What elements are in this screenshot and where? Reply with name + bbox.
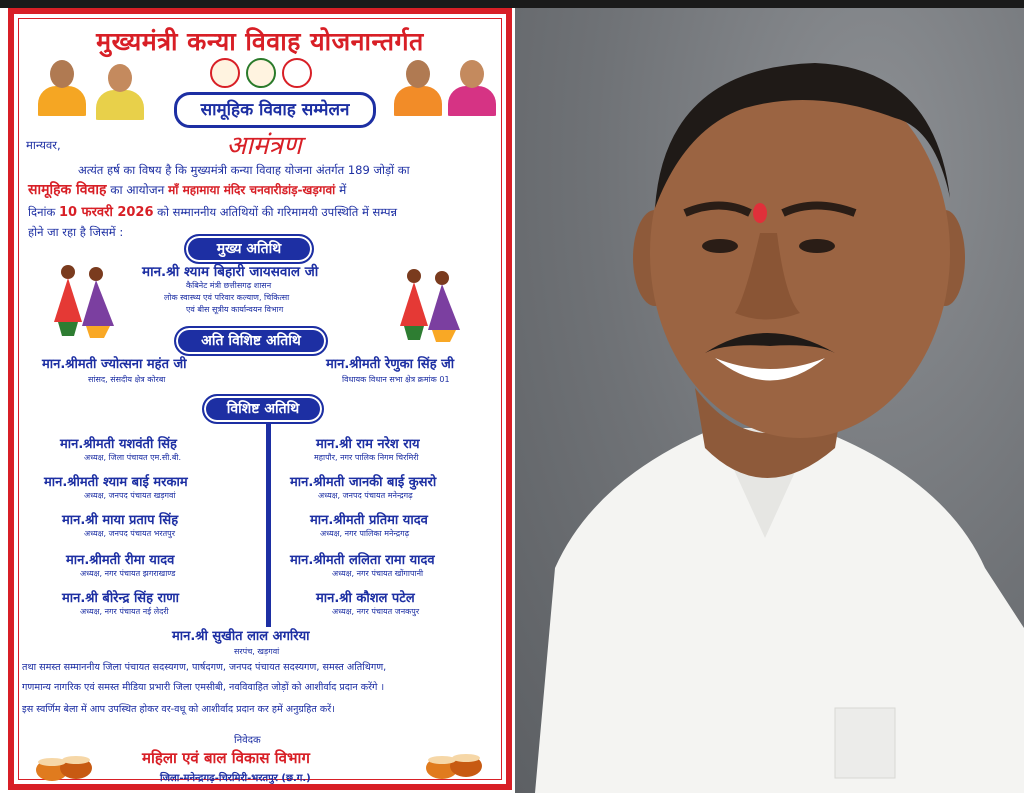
- portrait-guest-man: [392, 54, 444, 116]
- intro-line-2-d: में: [339, 183, 347, 197]
- portrait-chief-minister: [36, 54, 88, 116]
- intro-line-3-c: को सम्माननीय अतिथियों की गरिमामयी उपस्थिति में सम्पन्न: [157, 205, 398, 219]
- footer-department: महिला एवं बाल विकास विभाग: [142, 749, 310, 767]
- invitation-poster: [8, 8, 512, 790]
- chief-guest-heading: मुख्य अतिथि: [184, 234, 314, 264]
- drum-left-icon: [32, 750, 96, 784]
- guest-left-2-role: अध्यक्ष, जनपद पंचायत खड़गवां: [84, 491, 176, 500]
- salutation: मान्यवर,: [26, 138, 61, 152]
- special-guest-right-name: मान.श्रीमती रेणुका सिंह जी: [326, 357, 455, 372]
- portrait-minister-woman: [94, 58, 146, 120]
- guest-right-2-name: मान.श्रीमती जानकी बाई कुसरो: [290, 475, 437, 490]
- tribal-dancers-left-icon: [44, 260, 122, 340]
- guest-left-5-name: मान.श्री बीरेन्द्र सिंह राणा: [62, 591, 179, 606]
- event-title-badge: सामूहिक विवाह सम्मेलन: [174, 92, 376, 128]
- special-guest-left-name: मान.श्रीमती ज्योत्सना महंत जी: [42, 357, 187, 372]
- special-guest-heading: अति विशिष्ट अतिथि: [174, 326, 328, 356]
- guest-right-5-role: अध्यक्ष, नगर पंचायत जनकपुर: [332, 607, 420, 616]
- chief-guest-role-3: एवं बीस सूत्रीय कार्यान्वयन विभाग: [186, 305, 284, 314]
- guest-left-3-name: मान.श्री माया प्रताप सिंह: [62, 513, 179, 528]
- guest-right-3-role: अध्यक्ष, नगर पालिका मनेन्द्रगढ़: [320, 529, 410, 538]
- mass-wedding-text: सामूहिक विवाह: [28, 182, 107, 198]
- guest-right-1-name: मान.श्री राम नरेश राय: [316, 437, 420, 452]
- poster-title: मुख्यमंत्री कन्या विवाह योजनान्तर्गत: [96, 27, 424, 56]
- guest-left-1-role: अध्यक्ष, जिला पंचायत एम.सी.बी.: [84, 453, 182, 462]
- special-guest-right-role: विधायक विधान सभा क्षेत्र क्रमांक 01: [342, 375, 450, 384]
- department-logo-icon: [282, 58, 312, 88]
- guest-right-1-role: महापौर, नगर पालिक निगम चिरमिरी: [314, 453, 419, 462]
- top-strip: [0, 0, 1024, 8]
- guest-left-3-role: अध्यक्ष, जनपद पंचायत भरतपुर: [84, 529, 176, 538]
- closing-line-1: तथा समस्त सम्माननीय जिला पंचायत सदस्यगण, पार्षदगण, जनपद पंचायत सदस्यगण, समस्त अतिथिगण,: [22, 662, 387, 673]
- guest-left-5-role: अध्यक्ष, नगर पंचायत नई लेदरी: [80, 607, 169, 616]
- guest-right-4-name: मान.श्रीमती ललिता रामा यादव: [290, 553, 435, 568]
- guest-left-4-name: मान.श्रीमती रीमा यादव: [66, 553, 175, 568]
- chief-guest-name: मान.श्री श्याम बिहारी जायसवाल जी: [142, 264, 319, 280]
- guest-right-3-name: मान.श्रीमती प्रतिमा यादव: [310, 513, 428, 528]
- guest-right-5-name: मान.श्री कौशल पटेल: [316, 591, 415, 606]
- tribal-dancers-right-icon: [390, 264, 468, 344]
- distinguished-guest-heading: विशिष्ट अतिथि: [202, 394, 324, 424]
- intro-line-3: [28, 202, 498, 223]
- special-guest-left-role: सांसद, संसदीय क्षेत्र कोरबा: [88, 375, 166, 384]
- closing-line-3: इस स्वर्णिम बेला में आप उपस्थित होकर वर-वधू को आशीर्वाद प्रदान कर हमें अनुग्रहित करें।: [22, 704, 335, 715]
- chief-guest-role-2: लोक स्वास्थ्य एवं परिवार कल्याण, चिकित्सा: [164, 293, 290, 302]
- intro-line-1: अत्यंत हर्ष का विषय है कि मुख्यमंत्री कन्या विवाह योजना अंतर्गत 189 जोड़ों का: [78, 163, 410, 177]
- guest-left-1-name: मान.श्रीमती यशवंती सिंह: [60, 437, 177, 452]
- event-date: 10 फरवरी 2026: [58, 205, 154, 220]
- emblem-icon: [210, 58, 240, 88]
- guest-center-role: सरपंच, खड़गवां: [234, 647, 280, 656]
- date-label: दिनांक: [28, 205, 56, 219]
- intro-line-4: होने जा रहा है जिसमें :: [28, 225, 124, 239]
- venue-text: माँ महामाया मंदिर चनवारीडांड़-खड़गवां: [168, 183, 336, 197]
- footer-by: निवेदक: [234, 735, 261, 746]
- man-portrait-illustration: [515, 8, 1024, 793]
- state-logo-icon: [246, 58, 276, 88]
- drum-right-icon: [422, 748, 486, 782]
- intro-line-2-b: का आयोजन: [110, 183, 165, 197]
- closing-line-2: गणमान्य नागरिक एवं समस्त मीडिया प्रभारी जिला एमसीबी, नवविवाहित जोड़ों को आशीर्वाद प्रदान करेंगे ।: [22, 682, 385, 693]
- portrait-guest-woman: [446, 54, 498, 116]
- intro-line-2: [28, 180, 498, 200]
- guest-right-2-role: अध्यक्ष, जनपद पंचायत मनेन्द्रगढ़: [318, 491, 413, 500]
- guest-center-name: मान.श्री सुखीत लाल अगरिया: [172, 629, 310, 644]
- invitation-heading: आमंत्रण: [226, 131, 302, 161]
- guest-left-4-role: अध्यक्ष, नगर पंचायत झगराखाण्ड: [80, 569, 176, 578]
- guest-right-4-role: अध्यक्ष, नगर पंचायत खोंगापानी: [332, 569, 424, 578]
- guest-divider-line: [266, 422, 271, 627]
- guest-left-2-name: मान.श्रीमती श्याम बाई मरकाम: [44, 475, 188, 490]
- footer-district: जिला-मनेन्द्रगढ़-चिरमिरी-भरतपुर (छ.ग.): [160, 773, 311, 784]
- chief-guest-role-1: कैबिनेट मंत्री छत्तीसगढ़ शासन: [186, 281, 272, 290]
- portrait-photo: [515, 8, 1024, 793]
